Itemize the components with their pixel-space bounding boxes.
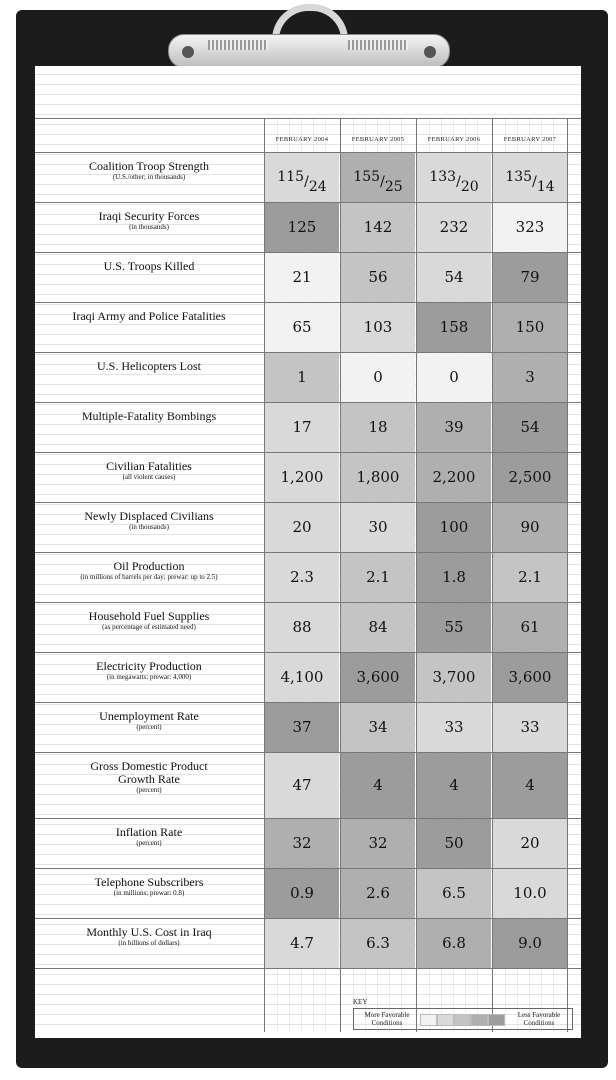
cell-value: 100 xyxy=(439,518,469,536)
cell-value-part: / xyxy=(456,174,461,190)
row-label-title: Iraqi Security Forces xyxy=(98,209,200,223)
cell-value: 47 xyxy=(292,776,312,794)
cell-value: 4 xyxy=(449,776,459,794)
cell-value: 2.1 xyxy=(366,568,390,586)
cell-value-part: 25 xyxy=(384,179,403,195)
clipboard-clip xyxy=(168,4,450,68)
row-label-title: Gross Domestic Product Growth Rate xyxy=(90,759,208,786)
cell-value: 32 xyxy=(292,834,312,852)
row-label-unit: (in billions of dollars) xyxy=(118,939,180,947)
cell-value: 9.0 xyxy=(518,934,542,952)
cell-value xyxy=(493,166,567,198)
row-label xyxy=(35,876,263,916)
cell-value: 323 xyxy=(515,218,545,236)
cell-value: 30 xyxy=(368,518,388,536)
row-label xyxy=(35,760,263,816)
cell-value: 33 xyxy=(520,718,540,736)
row-label-unit: (in thousands) xyxy=(129,223,169,231)
row-label xyxy=(35,826,263,866)
key-swatch xyxy=(471,1014,488,1026)
cell-value: 84 xyxy=(368,618,388,636)
row-label xyxy=(35,510,263,550)
cell-value: 2,200 xyxy=(432,468,476,486)
cell-value xyxy=(341,166,415,198)
cell-value: 39 xyxy=(444,418,464,436)
cell-value: 150 xyxy=(515,318,545,336)
cell-value: 37 xyxy=(292,718,312,736)
ruled-line xyxy=(35,104,581,105)
cell-value: 3,600 xyxy=(508,668,552,686)
ruled-line xyxy=(35,144,581,145)
row-label-title: Oil Production xyxy=(113,559,185,573)
row-label xyxy=(35,310,263,350)
key-swatch xyxy=(437,1014,454,1026)
ruled-line xyxy=(35,1004,581,1005)
row-label-title: Multiple-Fatality Bombings xyxy=(81,409,217,423)
cell-value xyxy=(417,166,491,198)
row-label-unit: (in millions; prewar: 0.8) xyxy=(113,889,185,897)
row-label-unit: (in thousands) xyxy=(129,523,169,531)
cell-value-part: 20 xyxy=(460,179,479,195)
cell-value: 2.1 xyxy=(518,568,542,586)
clip-spring-left xyxy=(208,40,268,50)
row-label-unit: (all violent causes) xyxy=(122,473,176,481)
cell-value xyxy=(265,166,339,198)
cell-value: 3,600 xyxy=(356,668,400,686)
chart-sheet xyxy=(35,66,581,1038)
cell-value-part: / xyxy=(380,174,385,190)
cell-value: 4,100 xyxy=(280,668,324,686)
cell-value: 1 xyxy=(297,368,307,386)
cell-value: 65 xyxy=(292,318,312,336)
row-label-title: U.S. Troops Killed xyxy=(103,259,195,273)
ruled-line xyxy=(35,74,581,75)
row-label xyxy=(35,210,263,250)
cell-value: 61 xyxy=(520,618,540,636)
cell-value: 3,700 xyxy=(432,668,476,686)
cell-value: 56 xyxy=(368,268,388,286)
cell-value: 142 xyxy=(363,218,393,236)
cell-value: 33 xyxy=(444,718,464,736)
cell-value: 232 xyxy=(439,218,469,236)
cell-value: 50 xyxy=(444,834,464,852)
row-label xyxy=(35,260,263,300)
cell-value: 18 xyxy=(368,418,388,436)
cell-value: 4.7 xyxy=(290,934,314,952)
cell-value-part: / xyxy=(532,174,537,190)
clip-rivet-right xyxy=(424,46,436,58)
column-header: FEBRUARY 2006 xyxy=(427,136,481,143)
row-label-title: Iraqi Army and Police Fatalities xyxy=(72,309,226,323)
cell-value: 55 xyxy=(444,618,464,636)
ruled-line xyxy=(35,114,581,115)
key-title: KEY xyxy=(353,998,368,1006)
cell-value: 4 xyxy=(525,776,535,794)
row-label-title: Inflation Rate xyxy=(115,825,183,839)
cell-value-part: 115 xyxy=(277,169,305,185)
ruled-line xyxy=(35,984,581,985)
key-swatch xyxy=(488,1014,505,1026)
key-right-label: Less Favorable Conditions xyxy=(517,1011,561,1027)
row-label-unit: (in megawatts; prewar: 4,000) xyxy=(106,673,192,681)
row-label-title: Monthly U.S. Cost in Iraq xyxy=(86,925,212,939)
column-header: FEBRUARY 2005 xyxy=(351,136,405,143)
row-label xyxy=(35,560,263,600)
cell-value: 6.8 xyxy=(442,934,466,952)
cell-value-part: 24 xyxy=(308,179,327,195)
clip-spring-right xyxy=(348,40,408,50)
row-label xyxy=(35,160,263,200)
cell-value-part: 133 xyxy=(429,169,457,185)
row-label-unit: (percent) xyxy=(136,723,162,731)
row-label-title: Newly Displaced Civilians xyxy=(84,509,214,523)
row-label xyxy=(35,460,263,500)
row-label xyxy=(35,360,263,400)
ruled-line xyxy=(35,134,581,135)
cell-value: 21 xyxy=(292,268,312,286)
cell-value: 0 xyxy=(449,368,459,386)
row-label-title: U.S. Helicopters Lost xyxy=(97,359,201,373)
cell-value: 6.5 xyxy=(442,884,466,902)
cell-value-part: 135 xyxy=(505,169,533,185)
cell-value: 125 xyxy=(287,218,317,236)
cell-value: 88 xyxy=(292,618,312,636)
cell-value: 6.3 xyxy=(366,934,390,952)
cell-value: 17 xyxy=(292,418,312,436)
key-left-label: More Favorable Conditions xyxy=(364,1011,410,1027)
row-label-title: Telephone Subscribers xyxy=(94,875,204,889)
cell-value-part: / xyxy=(304,174,309,190)
cell-value: 4 xyxy=(373,776,383,794)
cell-value: 1,800 xyxy=(356,468,400,486)
key-swatch xyxy=(420,1014,437,1026)
row-label-title: Household Fuel Supplies xyxy=(88,609,210,623)
row-divider xyxy=(35,968,581,969)
cell-value: 34 xyxy=(368,718,388,736)
ruled-line xyxy=(35,974,581,975)
cell-value: 1.8 xyxy=(442,568,466,586)
row-label-title: Civilian Fatalities xyxy=(106,459,192,473)
row-label-unit: (as percentage of estimated need) xyxy=(102,623,196,631)
cell-value: 79 xyxy=(520,268,540,286)
column-divider xyxy=(567,118,568,1032)
row-label xyxy=(35,410,263,450)
row-label xyxy=(35,926,263,966)
row-label xyxy=(35,610,263,650)
cell-value-part: 14 xyxy=(536,179,555,195)
cell-value: 54 xyxy=(520,418,540,436)
key-box xyxy=(353,1008,573,1030)
row-label-title: Coalition Troop Strength xyxy=(88,159,210,173)
ruled-line xyxy=(35,124,581,125)
header-top-line xyxy=(35,118,581,119)
ruled-line xyxy=(35,84,581,85)
cell-value: 32 xyxy=(368,834,388,852)
cell-value: 103 xyxy=(363,318,393,336)
key-swatch xyxy=(454,1014,471,1026)
row-label-title: Unemployment Rate xyxy=(99,709,199,723)
ruled-line xyxy=(35,994,581,995)
cell-value: 3 xyxy=(525,368,535,386)
cell-value: 1,200 xyxy=(280,468,324,486)
row-label-unit: (U.S./other; in thousands) xyxy=(112,173,186,181)
cell-value: 20 xyxy=(520,834,540,852)
cell-value: 90 xyxy=(520,518,540,536)
row-label-unit: (percent) xyxy=(136,839,162,847)
cell-value: 54 xyxy=(444,268,464,286)
cell-value: 0.9 xyxy=(290,884,314,902)
cell-value: 2,500 xyxy=(508,468,552,486)
cell-value: 158 xyxy=(439,318,469,336)
cell-value: 2.3 xyxy=(290,568,314,586)
row-label-unit: (percent) xyxy=(136,786,162,794)
cell-value: 0 xyxy=(373,368,383,386)
row-label xyxy=(35,710,263,750)
ruled-line xyxy=(35,94,581,95)
cell-value: 10.0 xyxy=(513,884,547,902)
row-label-title: Electricity Production xyxy=(96,659,202,673)
column-header: FEBRUARY 2007 xyxy=(503,136,557,143)
cell-value: 2.6 xyxy=(366,884,390,902)
cell-value: 20 xyxy=(292,518,312,536)
cell-value-part: 155 xyxy=(353,169,381,185)
row-label-unit: (in millions of barrels per day; prewar: up to 2.5) xyxy=(80,573,218,581)
row-label xyxy=(35,660,263,700)
column-header: FEBRUARY 2004 xyxy=(275,136,329,143)
clip-rivet-left xyxy=(182,46,194,58)
